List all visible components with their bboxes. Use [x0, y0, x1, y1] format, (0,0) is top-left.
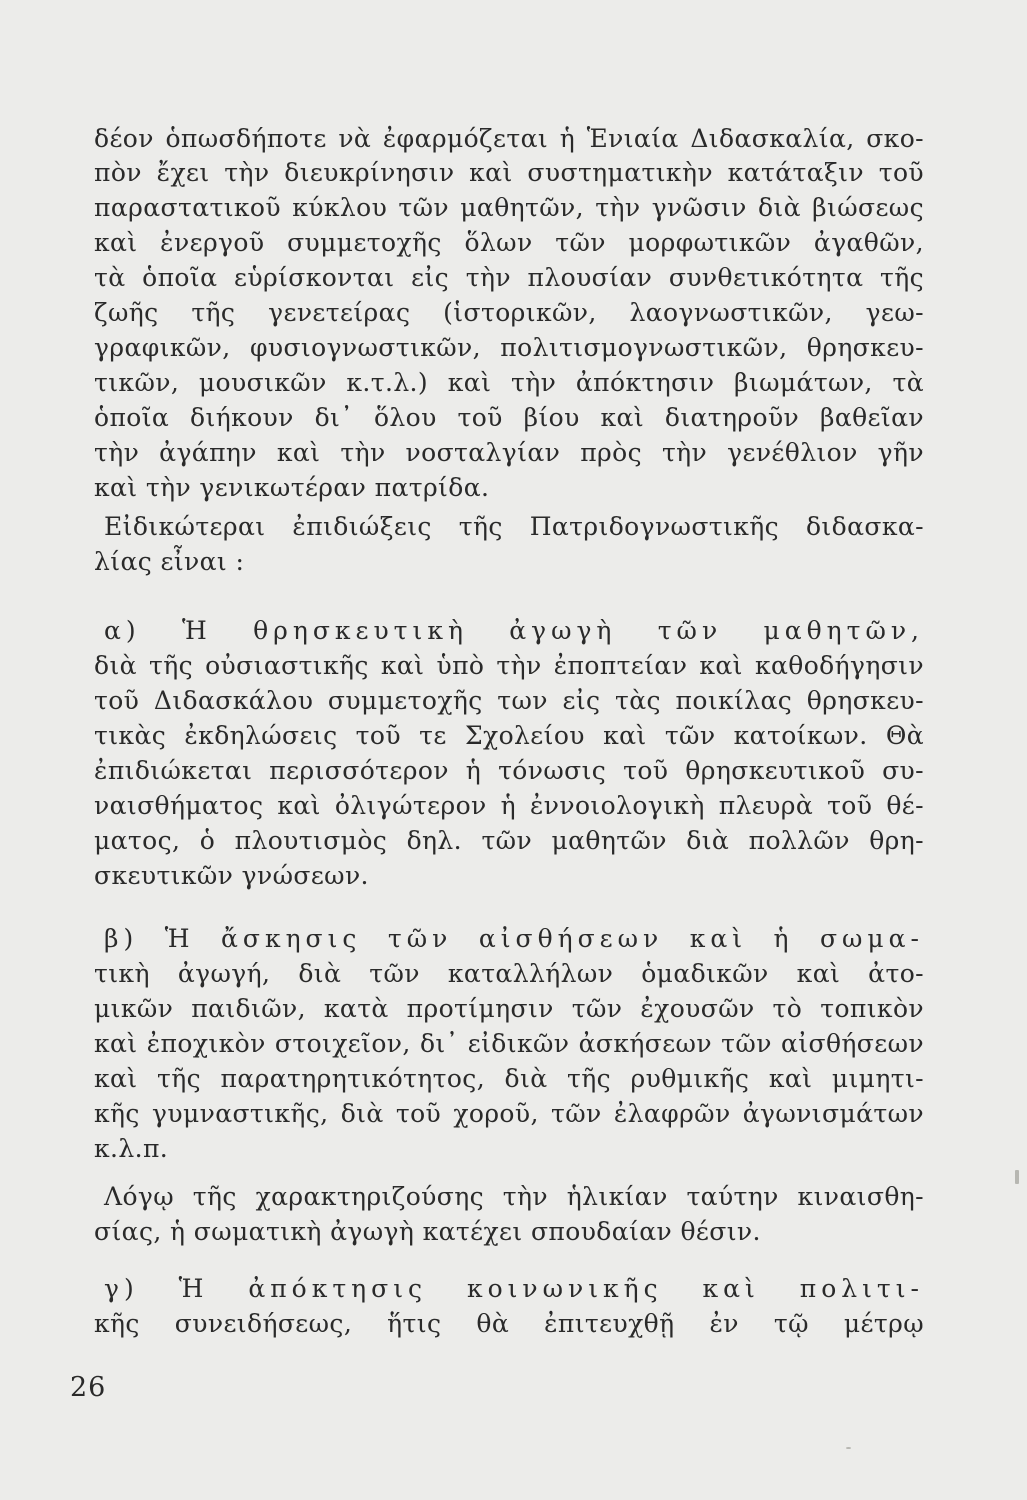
scan-speck [846, 1447, 851, 1449]
section-heading-b: β) Ἡ ἄσκησις τῶν αἰσθήσεων καὶ ἡ σωμα- [104, 924, 924, 953]
text-line: ναισθήματος καὶ ὀλιγώτερον ἡ ἐννοιολογικὴ πλευρὰ τοῦ θέ- [94, 791, 924, 820]
text-line: καὶ ἐνεργοῦ συμμετοχῆς ὅλων τῶν μορφωτικῶν ἀγαθῶν, [94, 228, 924, 257]
text-line: καὶ τὴν γενικωτέραν πατρίδα. [94, 473, 490, 502]
text-line: ζωῆς τῆς γενετείρας (ἱστορικῶν, λαογνωστικῶν, γεω- [94, 298, 924, 327]
text-line: λίας εἶναι : [94, 547, 245, 576]
text-line: κῆς γυμναστικῆς, διὰ τοῦ χοροῦ, τῶν ἐλαφρῶν ἀγωνισμάτων [94, 1099, 924, 1128]
text-line: καὶ τῆς παρατηρητικότητος, διὰ τῆς ρυθμικῆς καὶ μιμητι- [94, 1064, 924, 1093]
text-line: τικὰς ἐκδηλώσεις τοῦ τε Σχολείου καὶ τῶν κατοίκων. Θὰ [94, 721, 924, 750]
page-number: 26 [70, 1372, 107, 1403]
text-line: κῆς συνειδήσεως, ἥτις θὰ ἐπιτευχθῇ ἐν τῷ μέτρῳ [94, 1309, 924, 1338]
text-line: δέον ὁπωσδήποτε νὰ ἐφαρμόζεται ἡ Ἑνιαία Διδασκαλία, σκο- [94, 124, 924, 153]
text-line: κ.λ.π. [94, 1134, 169, 1163]
text-line: ὁποῖα διήκουν δι᾿ ὅλου τοῦ βίου καὶ διατηροῦν βαθεῖαν [94, 403, 924, 432]
text-line: σκευτικῶν γνώσεων. [94, 861, 369, 890]
text-line: ἐπιδιώκεται περισσότερον ἡ τόνωσις τοῦ θρησκευτικοῦ συ- [94, 756, 924, 785]
text-line: σίας, ἡ σωματικὴ ἀγωγὴ κατέχει σπουδαίαν θέσιν. [94, 1217, 761, 1246]
text-line: γραφικῶν, φυσιογνωστικῶν, πολιτισμογνωστικῶν, θρησκευ- [94, 333, 924, 362]
text-line: διὰ τῆς οὐσιαστικῆς καὶ ὑπὸ τὴν ἐποπτείαν καὶ καθοδήγησιν [94, 651, 924, 680]
text-line: παραστατικοῦ κύκλου τῶν μαθητῶν, τὴν γνῶσιν διὰ βιώσεως [94, 193, 924, 222]
section-heading-a: α) Ἡ θρησκευτικὴ ἀγωγὴ τῶν μαθητῶν, [104, 616, 924, 645]
text-line: μικῶν παιδιῶν, κατὰ προτίμησιν τῶν ἐχουσῶν τὸ τοπικὸν [94, 994, 924, 1023]
text-line: Εἰδικώτεραι ἐπιδιώξεις τῆς Πατριδογνωστικῆς διδασκα- [104, 512, 924, 541]
text-line: ματος, ὁ πλουτισμὸς δηλ. τῶν μαθητῶν διὰ πολλῶν θρη- [94, 826, 924, 855]
section-heading-c: γ) Ἡ ἀπόκτησις κοινωνικῆς καὶ πολιτι- [104, 1274, 924, 1303]
text-line: τικῶν, μουσικῶν κ.τ.λ.) καὶ τὴν ἀπόκτησιν βιωμάτων, τὰ [94, 368, 924, 397]
text-line: Λόγῳ τῆς χαρακτηριζούσης τὴν ἡλικίαν ταύτην κιναισθη- [104, 1182, 924, 1211]
text-line: τικὴ ἀγωγή, διὰ τῶν καταλλήλων ὁμαδικῶν καὶ ἀτο- [94, 959, 924, 988]
text-line: τὰ ὁποῖα εὑρίσκονται εἰς τὴν πλουσίαν συνθετικότητα τῆς [94, 263, 924, 292]
text-line: τὴν ἀγάπην καὶ τὴν νοσταλγίαν πρὸς τὴν γενέθλιον γῆν [94, 438, 924, 467]
text-line: τοῦ Διδασκάλου συμμετοχῆς των εἰς τὰς ποικίλας θρησκευ- [94, 686, 924, 715]
scan-speck [1015, 1170, 1019, 1184]
text-line: καὶ ἐποχικὸν στοιχεῖον, δι᾿ εἰδικῶν ἀσκήσεων τῶν αἰσθήσεων [94, 1029, 924, 1058]
text-line: πὸν ἔχει τὴν διευκρίνησιν καὶ συστηματικὴν κατάταξιν τοῦ [94, 158, 924, 187]
